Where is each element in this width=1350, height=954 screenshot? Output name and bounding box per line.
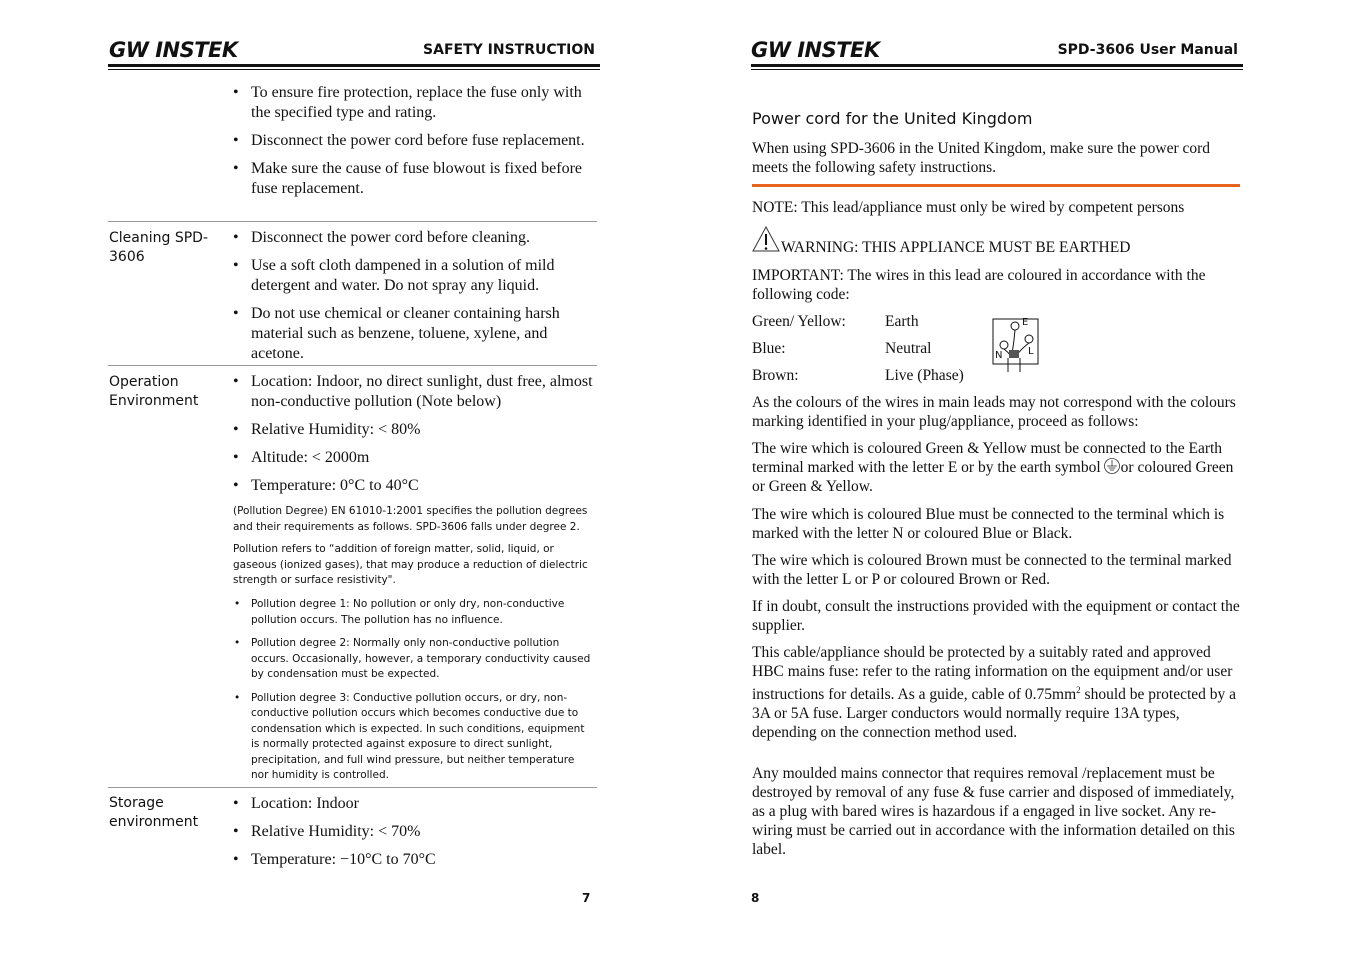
storage-label: Storage environment <box>109 795 199 830</box>
cleaning-bullet-list <box>233 228 595 372</box>
list-item: • Use a soft cloth dampened in a solution of mild detergent and water. Do not spray any liquid. <box>233 256 595 296</box>
list-item: • Temperature: 0°C to 40°C <box>233 476 595 496</box>
paragraph-text: The wire which is coloured Green & Yellow must be connected to the Earth terminal marked with the letter E or by the earth symbol <box>752 440 1223 476</box>
page-number: 8 <box>751 891 760 905</box>
pollution-degree-list <box>233 597 595 792</box>
plug-label-n: N <box>995 350 1003 361</box>
paragraph: The wire which is coloured Blue must be connected to the terminal which is marked with the letter N or coloured Blue or Black. <box>752 506 1225 542</box>
brand-logo: GW INSTEK <box>109 38 238 62</box>
earth-symbol-icon <box>1103 458 1121 474</box>
paragraph: The wire which is coloured Brown must be connected to the terminal marked with the letter L or P or coloured Brown or Red. <box>752 552 1232 588</box>
list-item: • Make sure the cause of fuse blowout is fixed before fuse replacement. <box>233 159 595 199</box>
fuse-bullet-list <box>233 83 595 207</box>
plug-label-l: L <box>1028 346 1034 357</box>
header-rule <box>751 64 1243 67</box>
list-item: • Altitude: < 2000m <box>233 448 595 468</box>
warning-text: WARNING: THIS APPLIANCE MUST BE EARTHED <box>781 239 1131 256</box>
wire-name: Neutral <box>885 340 932 357</box>
operation-bullet-list <box>233 372 595 504</box>
paragraph: Any moulded mains connector that requires removal /replacement must be destroyed by removal of any fuse & fuse carrier and disposed of immediately, as a plug with bared wires is hazardous if a engaged in live socket. Any re-wiring must be carried out in accordance with the information detailed on this label. <box>752 765 1235 858</box>
pollution-note: (Pollution Degree) EN 61010-1:2001 specifies the pollution degrees and their requirements as follows. SPD-3606 falls under degree 2. <box>233 505 588 533</box>
pollution-definition: Pollution refers to “addition of foreign matter, solid, liquid, or gaseous (ionized gases), that may produce a reduction of dielectric strength or surface resistivity". <box>233 543 588 586</box>
wire-name: Live (Phase) <box>885 367 964 384</box>
wire-color: Blue: <box>752 340 786 357</box>
list-item: • Disconnect the power cord before cleaning. <box>233 228 595 248</box>
list-item: • Pollution degree 3: Conductive pollution occurs, or dry, non-conductive pollution occurs which becomes conductive due to condensation which is expected. In such conditions, equipment is normally protected against exposure to direct sunlight, precipitation, and full wind pressure, but neither temperature nor humidity is controlled. <box>233 691 595 784</box>
note-text: NOTE: This lead/appliance must only be wired by competent persons <box>752 199 1185 216</box>
section-header: SAFETY INSTRUCTION <box>423 42 595 58</box>
plug-wiring-icon <box>992 318 1040 374</box>
list-item: • To ensure fire protection, replace the fuse only with the specified type and rating. <box>233 83 595 123</box>
wire-name: Earth <box>885 313 919 330</box>
list-item: • Pollution degree 1: No pollution or only dry, non-conductive pollution occurs. The pollution has no influence. <box>233 597 595 628</box>
list-item: • Do not use chemical or cleaner containing harsh material such as benzene, toluene, xylene, and acetone. <box>233 304 595 364</box>
list-item: • Disconnect the power cord before fuse replacement. <box>233 131 595 151</box>
superscript: 2 <box>1076 685 1081 695</box>
wire-color: Green/ Yellow: <box>752 313 846 330</box>
list-item: • Location: Indoor <box>233 794 595 814</box>
header-rule-thin <box>108 69 600 70</box>
list-item: • Location: Indoor, no direct sunlight, dust free, almost non-conductive pollution (Note below) <box>233 372 595 412</box>
paragraph: If in doubt, consult the instructions provided with the equipment or contact the supplier. <box>752 598 1240 634</box>
operation-label: Operation Environment <box>109 374 199 409</box>
header-rule-thin <box>751 69 1243 70</box>
manual-header: SPD-3606 User Manual <box>1057 42 1238 58</box>
plug-label-e: E <box>1022 317 1029 328</box>
cleaning-label: Cleaning SPD-3606 <box>109 230 208 265</box>
accent-rule <box>752 184 1240 187</box>
list-item: • Temperature: −10°C to 70°C <box>233 850 595 870</box>
intro-paragraph: When using SPD-3606 in the United Kingdom, make sure the power cord meets the following safety instructions. <box>752 140 1211 176</box>
paragraph-text: This cable/appliance should be protected by a suitably rated and approved HBC mains fuse: refer to the rating information on the equipment and/or user instructions for details. As a guide, cable of 0.75mm <box>752 644 1233 704</box>
paragraph-text: should be protected by a 3A or 5A fuse. Larger conductors would normally require 13A types, depending on the connection method used. <box>752 686 1237 742</box>
storage-bullet-list <box>233 794 595 878</box>
important-text: IMPORTANT: The wires in this lead are coloured in accordance with the following code: <box>752 267 1206 303</box>
header-rule <box>108 64 600 67</box>
paragraph-fuse <box>752 643 1240 742</box>
list-item: • Relative Humidity: < 80% <box>233 420 595 440</box>
section-divider <box>108 221 597 222</box>
section-divider <box>108 787 597 788</box>
wire-color: Brown: <box>752 367 799 384</box>
warning-icon <box>751 225 781 253</box>
page-title: Power cord for the United Kingdom <box>752 109 1033 128</box>
brand-logo: GW INSTEK <box>751 38 880 62</box>
page-number: 7 <box>582 891 591 905</box>
list-item: • Pollution degree 2: Normally only non-conductive pollution occurs. Occasionally, however, a temporary conductivity caused by condensation must be expected. <box>233 636 595 683</box>
list-item: • Relative Humidity: < 70% <box>233 822 595 842</box>
paragraph-text: or coloured Green or Green & Yellow. <box>752 459 1234 495</box>
paragraph: As the colours of the wires in main leads may not correspond with the colours marking identified in your plug/appliance, proceed as follows: <box>752 394 1236 430</box>
paragraph-green-yellow <box>752 439 1240 496</box>
section-divider <box>108 365 597 366</box>
